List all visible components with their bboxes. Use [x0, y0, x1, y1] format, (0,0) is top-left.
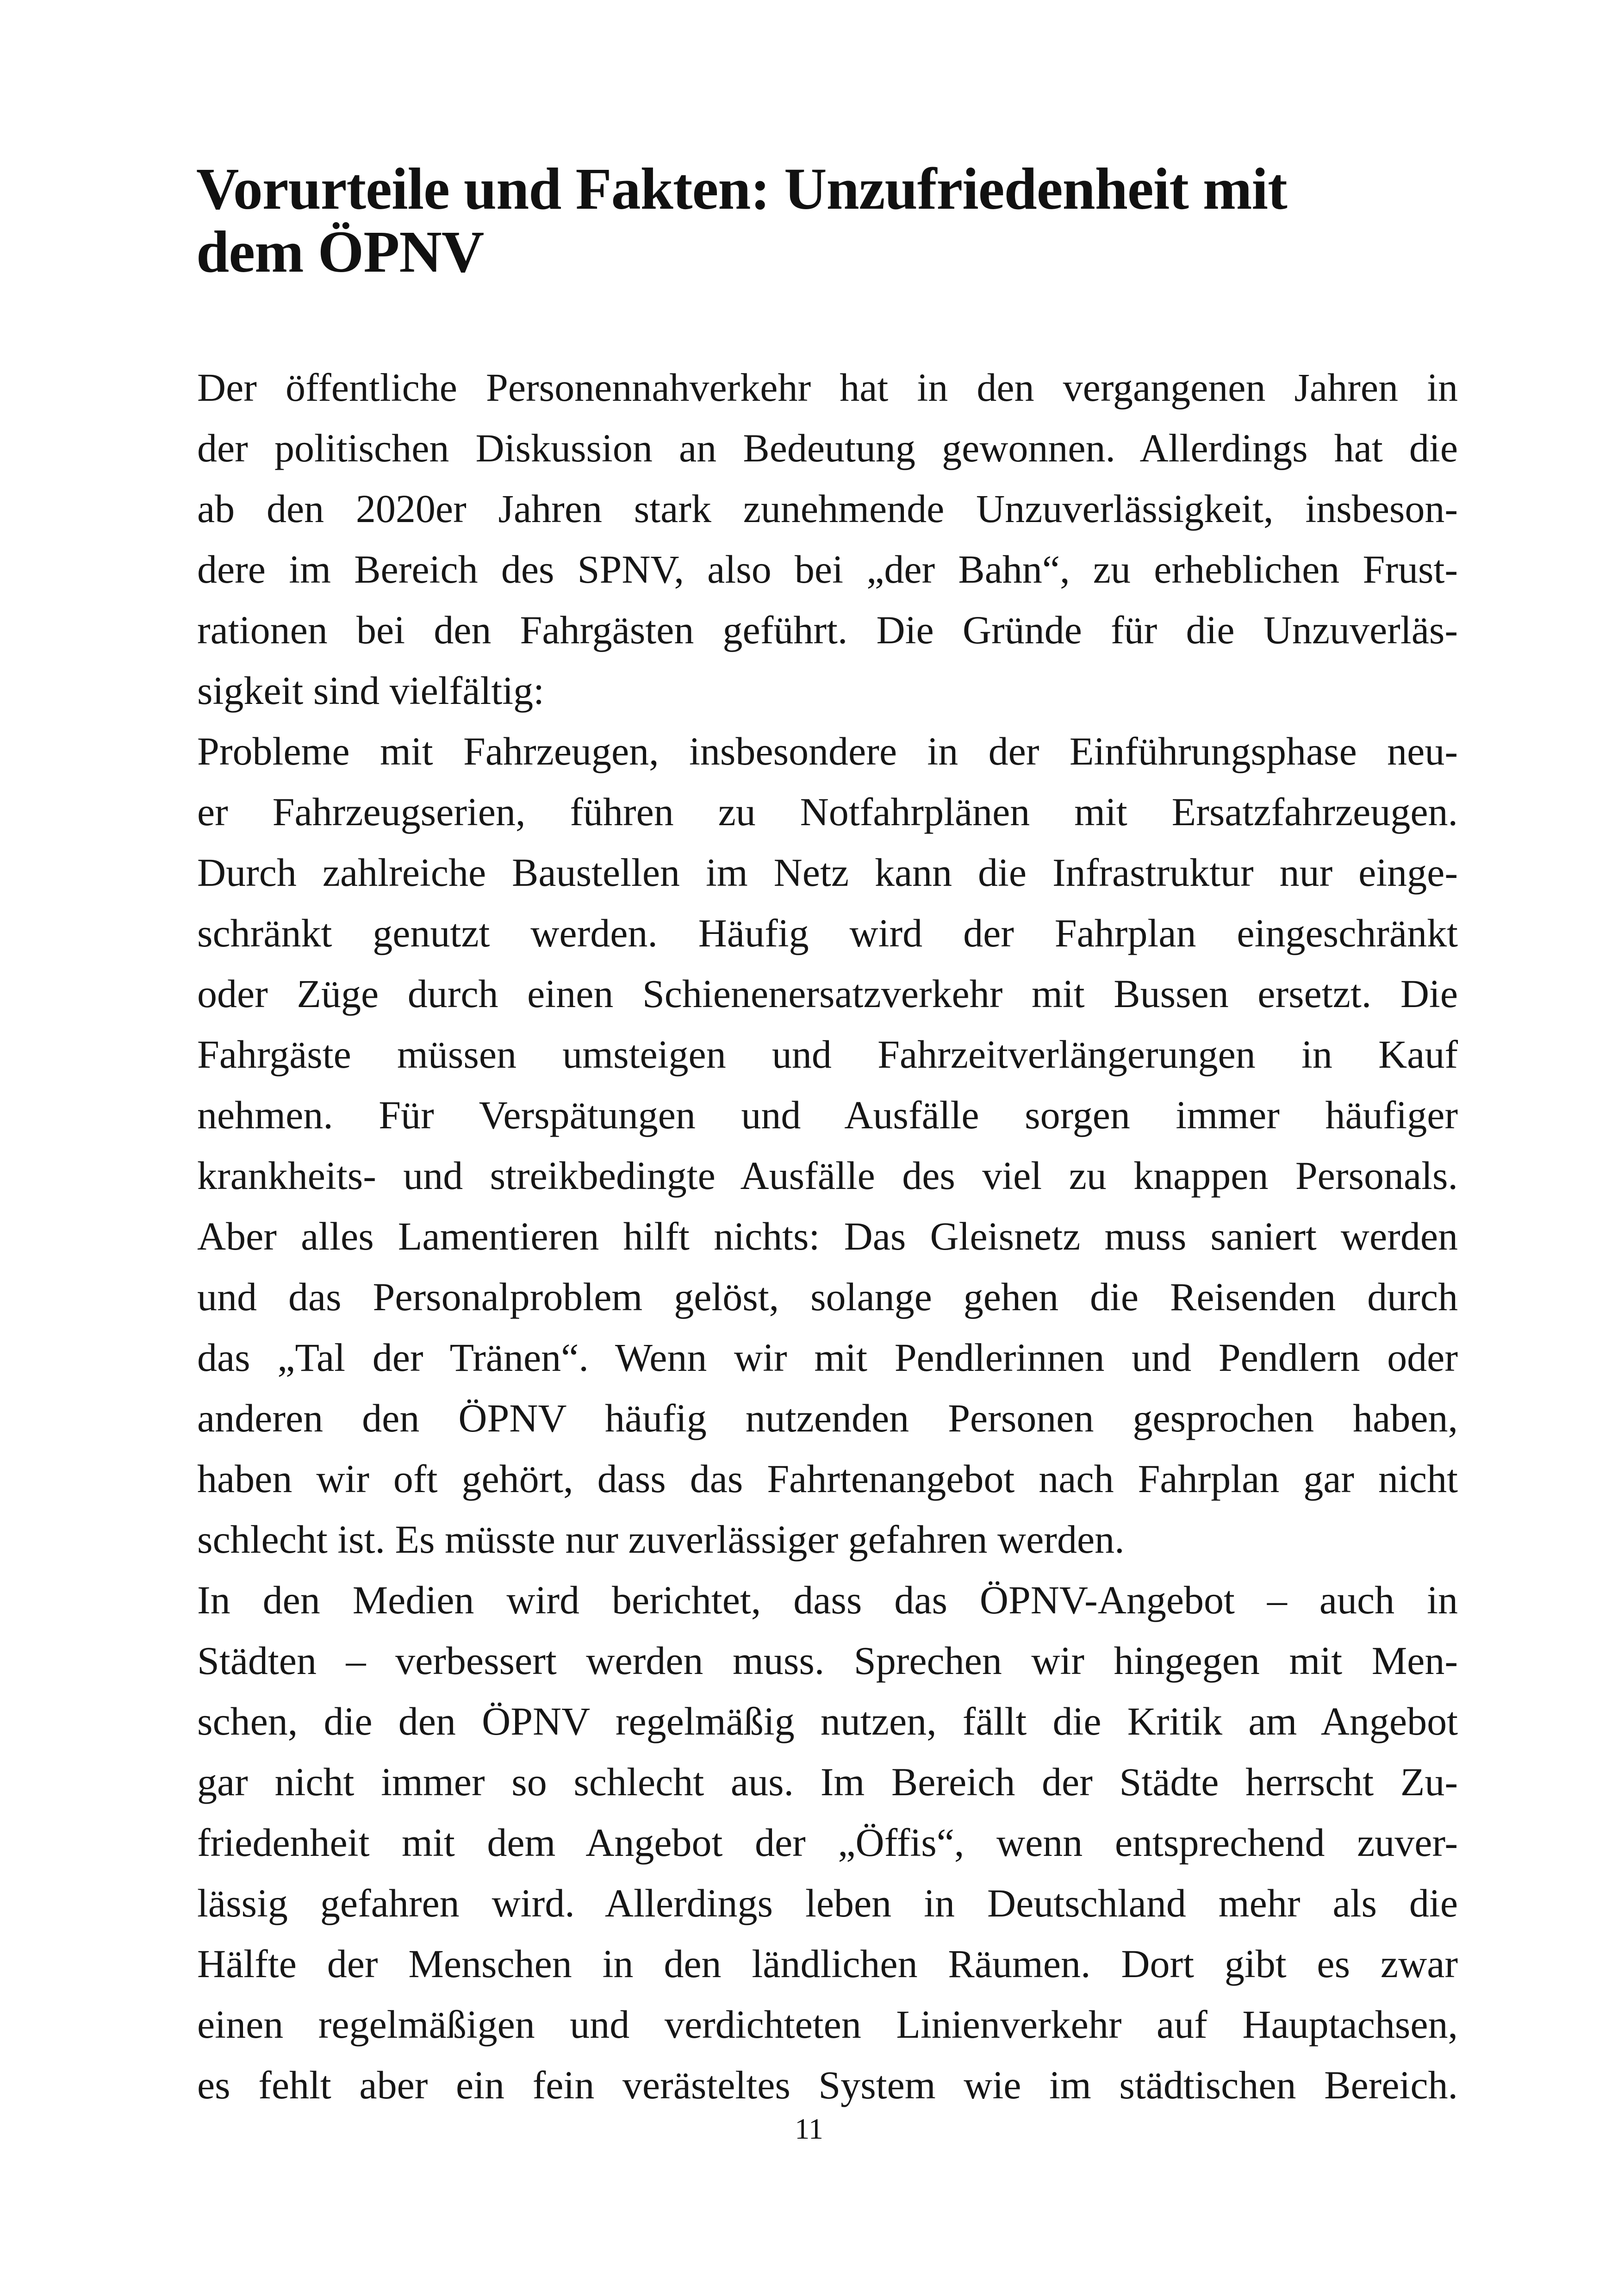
body-line: Fahrgäste müssen umsteigen und Fahrzeitverlängerungen in Kauf: [197, 1032, 1458, 1076]
body-line: schlecht ist. Es müsste nur zuverlässiger gefahren werden.: [197, 1517, 1125, 1562]
body-line: anderen den ÖPNV häufig nutzenden Personen gesprochen haben,: [197, 1396, 1458, 1440]
body-line: Der öffentliche Personennahverkehr hat in den vergangenen Jahren in: [197, 365, 1458, 410]
body-line: dere im Bereich des SPNV, also bei „der Bahn“, zu erheblichen Frust-: [197, 547, 1458, 591]
body-line: lässig gefahren wird. Allerdings leben in Deutschland mehr als die: [197, 1881, 1458, 1925]
body-line: schen, die den ÖPNV regelmäßig nutzen, fällt die Kritik am Angebot: [197, 1699, 1458, 1743]
body-line: gar nicht immer so schlecht aus. Im Bereich der Städte herrscht Zu-: [197, 1760, 1458, 1804]
body-line: nehmen. Für Verspätungen und Ausfälle sorgen immer häufiger: [197, 1093, 1458, 1137]
body-text: [197, 357, 1458, 2116]
body-line: schränkt genutzt werden. Häufig wird der Fahrplan eingeschränkt: [197, 911, 1458, 955]
body-line: haben wir oft gehört, dass das Fahrtenangebot nach Fahrplan gar nicht: [197, 1456, 1458, 1501]
body-line: Aber alles Lamentieren hilft nichts: Das Gleisnetz muss saniert werden: [197, 1214, 1458, 1258]
body-line: Durch zahlreiche Baustellen im Netz kann die Infrastruktur nur einge-: [197, 850, 1458, 895]
chapter-title-line: dem ÖPNV: [196, 219, 484, 285]
body-line: und das Personalproblem gelöst, solange gehen die Reisenden durch: [197, 1275, 1458, 1319]
body-line: krankheits- und streikbedingte Ausfälle des viel zu knappen Personals.: [197, 1153, 1458, 1198]
page-number: 11: [795, 2112, 823, 2145]
body-line: ab den 2020er Jahren stark zunehmende Unzuverlässigkeit, insbeson-: [197, 486, 1458, 531]
body-line: oder Züge durch einen Schienenersatzverkehr mit Bussen ersetzt. Die: [197, 971, 1458, 1016]
body-line: es fehlt aber ein fein verästeltes System wie im städtischen Bereich.: [197, 2063, 1458, 2107]
body-line: Städten – verbessert werden muss. Sprechen wir hingegen mit Men-: [197, 1638, 1458, 1683]
chapter-title: [196, 157, 1474, 283]
body-line: das „Tal der Tränen“. Wenn wir mit Pendlerinnen und Pendlern oder: [197, 1335, 1458, 1380]
body-line: sigkeit sind vielfältig:: [197, 668, 545, 713]
body-line: In den Medien wird berichtet, dass das ÖPNV-Angebot – auch in: [197, 1578, 1458, 1622]
chapter-title-line: Vorurteile und Fakten: Unzufriedenheit mit: [196, 156, 1287, 222]
body-line: er Fahrzeugserien, führen zu Notfahrplänen mit Ersatzfahrzeugen.: [197, 790, 1458, 834]
body-line: einen regelmäßigen und verdichteten Linienverkehr auf Hauptachsen,: [197, 2002, 1458, 2047]
body-line: Probleme mit Fahrzeugen, insbesondere in der Einführungsphase neu-: [197, 729, 1458, 773]
body-line: der politischen Diskussion an Bedeutung gewonnen. Allerdings hat die: [197, 426, 1458, 470]
body-line: Hälfte der Menschen in den ländlichen Räumen. Dort gibt es zwar: [197, 1941, 1458, 1986]
body-line: friedenheit mit dem Angebot der „Öffis“, wenn entsprechend zuver-: [197, 1820, 1458, 1865]
body-line: rationen bei den Fahrgästen geführt. Die Gründe für die Unzuverläs-: [197, 608, 1458, 652]
